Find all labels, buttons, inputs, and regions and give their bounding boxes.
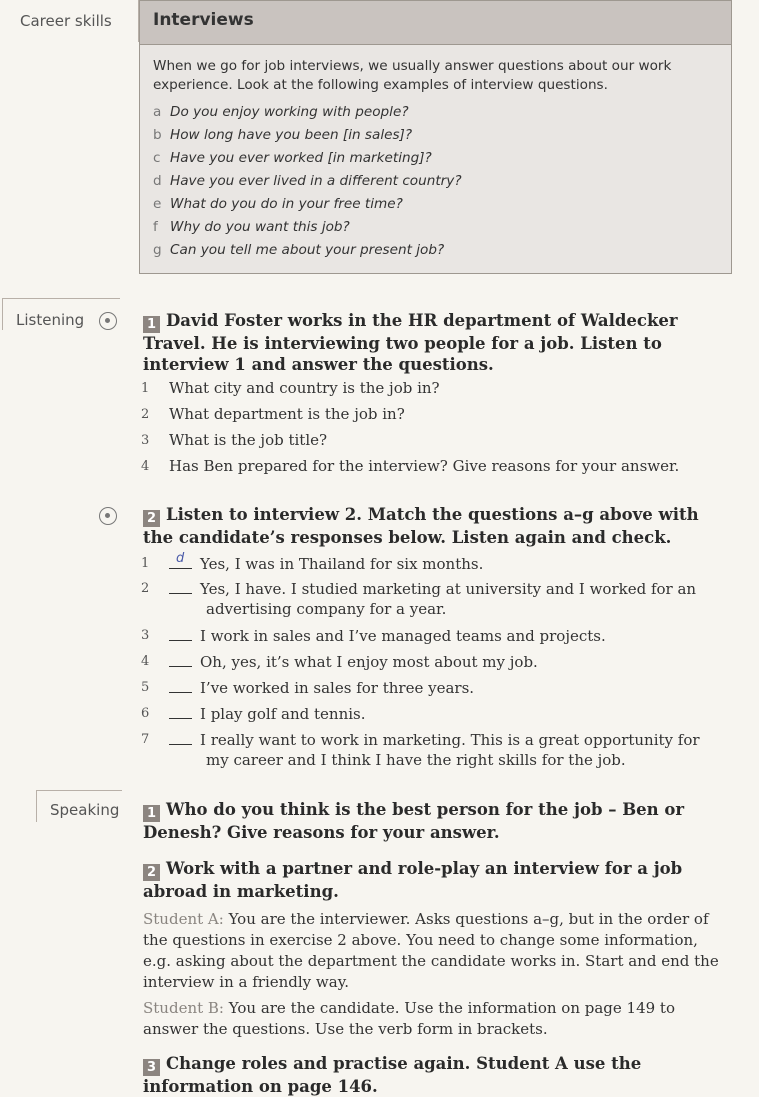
audio-track-icon[interactable]: [99, 312, 117, 330]
speaking-ex1-heading: 1 Who do you think is the best person for the job – Ben or Denesh? Give reasons for your answer.: [143, 800, 685, 842]
student-b-paragraph: Student B: You are the candidate. Use the information on page 149 to answer the questions. Use the verb form in brackets.: [143, 999, 675, 1038]
question-item-b: b How long have you been [in sales]?: [153, 127, 413, 143]
answer-blank[interactable]: [169, 677, 192, 693]
ex-number-badge: 1: [143, 805, 160, 822]
speaking-ex2-heading: 2 Work with a partner and role-play an interview for a job abroad in marketing.: [143, 859, 683, 901]
audio-track-icon[interactable]: [99, 507, 117, 525]
answer-blank[interactable]: [169, 729, 192, 745]
question-item-g: g Can you tell me about your present job?: [153, 242, 445, 258]
listening-label: Listening: [16, 311, 85, 329]
listening-rule-vertical: [2, 298, 3, 330]
answer-handwritten: d: [176, 551, 185, 566]
list-item: 7 I really want to work in marketing. This is a great opportunity for my career and I think I have the right skills for the job.: [141, 731, 700, 769]
list-item: 2 Yes, I have. I studied marketing at university and I worked for an advertising company for a year.: [141, 580, 697, 618]
list-item: 3 I work in sales and I’ve managed teams and projects.: [141, 627, 606, 645]
list-item: 4 Oh, yes, it’s what I enjoy most about my job.: [141, 653, 538, 671]
speaking-rule-vertical: [36, 790, 37, 822]
listening-rule: [2, 298, 120, 299]
question-item-d: d Have you ever lived in a different country?: [153, 173, 462, 189]
ex-number-badge: 3: [143, 1059, 160, 1076]
speaking-rule: [36, 790, 122, 791]
student-b-label: Student B:: [143, 999, 224, 1017]
ex-number-badge: 2: [143, 864, 160, 881]
list-item: 1 What city and country is the job in?: [141, 379, 440, 397]
answer-blank[interactable]: [169, 651, 192, 667]
question-item-a: a Do you enjoy working with people?: [153, 104, 409, 120]
ex-number-badge: 2: [143, 510, 160, 527]
interviews-title: Interviews: [153, 10, 254, 30]
career-skills-label: Career skills: [20, 12, 112, 30]
answer-blank[interactable]: [169, 553, 192, 569]
student-a-label: Student A:: [143, 910, 224, 928]
speaking-label: Speaking: [50, 801, 120, 819]
listening-ex2-heading: 2 Listen to interview 2. Match the questions a–g above with the candidate’s responses below. Listen again and check.: [143, 505, 699, 547]
answer-blank[interactable]: [169, 625, 192, 641]
question-item-c: c Have you ever worked [in marketing]?: [153, 150, 432, 166]
list-item: 6 I play golf and tennis.: [141, 705, 366, 723]
interviews-box: [139, 0, 732, 274]
list-item: 2 What department is the job in?: [141, 405, 405, 423]
question-item-e: e What do you do in your free time?: [153, 196, 403, 212]
list-item: 1 d Yes, I was in Thailand for six months.: [141, 553, 741, 574]
list-item: 3 What is the job title?: [141, 431, 328, 449]
answer-blank[interactable]: [169, 703, 192, 719]
ex-number-badge: 1: [143, 316, 160, 333]
list-item: 4 Has Ben prepared for the interview? Give reasons for your answer.: [141, 457, 680, 475]
list-item: 5 I’ve worked in sales for three years.: [141, 679, 475, 697]
interviews-intro: When we go for job interviews, we usually answer questions about our work experience. Look at the following examples of interview questions.: [153, 58, 672, 93]
question-item-f: f Why do you want this job?: [153, 219, 350, 235]
interviews-header: [140, 1, 731, 45]
student-a-paragraph: Student A: You are the interviewer. Asks questions a–g, but in the order of the questions in exercise 2 above. You need to change some information, e.g. asking about the department the candidate works in. Start and end the interview in a friendly way.: [143, 910, 719, 991]
listening-ex1-heading: 1 David Foster works in the HR department of Waldecker Travel. He is interviewing two people for a job. Listen to interview 1 and answer the questions.: [143, 311, 678, 374]
speaking-ex3-heading: 3 Change roles and practise again. Student A use the information on page 146.: [143, 1054, 642, 1096]
answer-blank[interactable]: [169, 578, 192, 594]
